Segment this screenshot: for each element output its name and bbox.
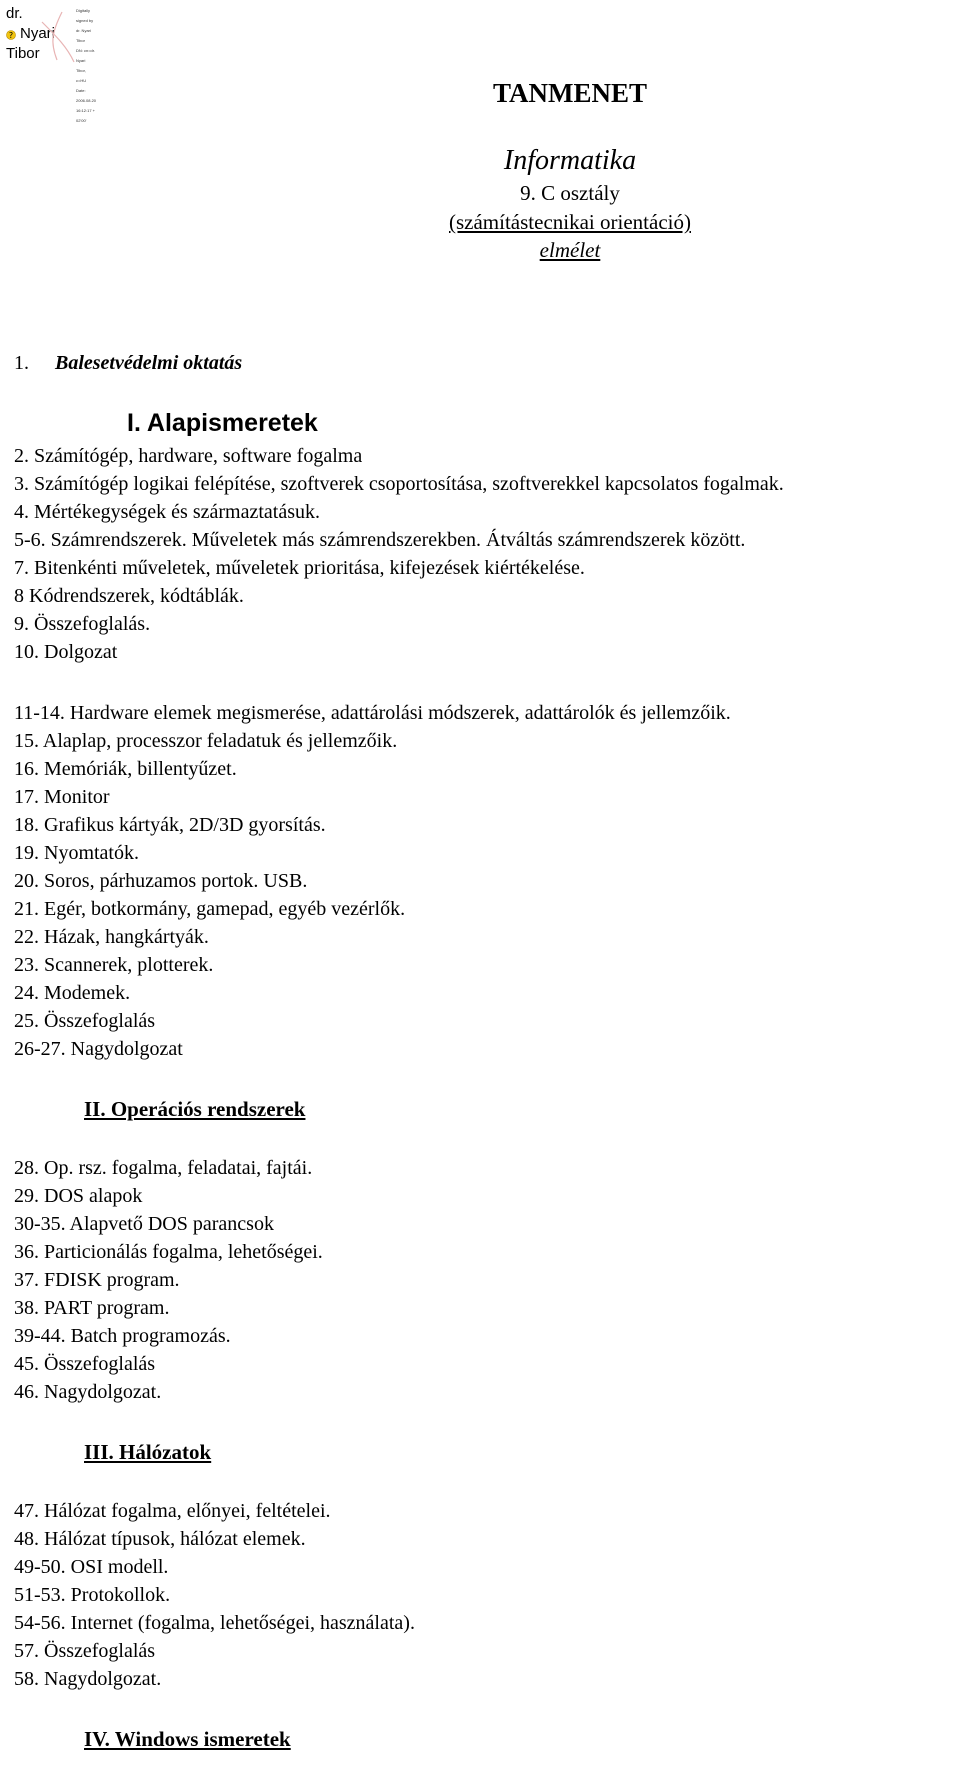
list-item: 26-27. Nagydolgozat: [14, 1038, 183, 1060]
list-item: 10. Dolgozat: [14, 641, 118, 663]
list-item: 57. Összefoglalás: [14, 1640, 156, 1662]
intro-item-text: Balesetvédelmi oktatás: [55, 352, 243, 374]
list-item: 2. Számítógép, hardware, software fogalma: [14, 445, 363, 467]
list-item: 47. Hálózat fogalma, előnyei, feltételei.: [14, 1500, 331, 1522]
list-item: 25. Összefoglalás: [14, 1010, 156, 1032]
mode-line: elmélet: [539, 238, 601, 262]
list-item: 21. Egér, botkormány, gamepad, egyéb vezérlők.: [14, 898, 406, 920]
intro-item: [14, 351, 242, 375]
section-heading: II. Operációs rendszerek: [84, 1097, 306, 1121]
digital-signature: [2, 2, 102, 123]
signature-meta: Digitally signed by dr. Nyari Tibor DN: cn=dr. Nyari Tibor, c=HU Date: 2006.08.20 16:12:17 + 02'00': [76, 8, 97, 123]
list-item: 46. Nagydolgozat.: [14, 1381, 162, 1403]
svg-text:?: ?: [8, 31, 14, 40]
list-item: 49-50. OSI modell.: [14, 1556, 169, 1578]
list-item: 3. Számítógép logikai felépítése, szoftverek csoportosítása, szoftverekkel kapcsolatos fogalmak.: [14, 473, 784, 495]
section-heading: IV. Windows ismeretek: [84, 1727, 291, 1751]
list-item: 11-14. Hardware elemek megismerése, adattárolási módszerek, adattárolók és jellemzőik.: [14, 702, 731, 724]
list-item: 54-56. Internet (fogalma, lehetőségei, használata).: [14, 1612, 415, 1634]
list-item: 58. Nagydolgozat.: [14, 1668, 162, 1690]
list-item: 22. Házak, hangkártyák.: [14, 926, 209, 948]
section-heading: III. Hálózatok: [84, 1440, 212, 1464]
section-heading: I. Alapismeretek: [127, 409, 318, 437]
signature-name-line: Tibor: [6, 45, 40, 62]
list-item: 19. Nyomtatók.: [14, 842, 139, 864]
list-item: 45. Összefoglalás: [14, 1353, 156, 1375]
list-item: 9. Összefoglalás.: [14, 613, 151, 635]
list-item: 4. Mértékegységek és származtatásuk.: [14, 501, 320, 523]
page-title: TANMENET: [492, 78, 647, 108]
list-item: 29. DOS alapok: [14, 1185, 143, 1207]
list-item: 16. Memóriák, billentyűzet.: [14, 758, 237, 780]
list-item: 18. Grafikus kártyák, 2D/3D gyorsítás.: [14, 814, 326, 836]
intro-item-number: 1.: [14, 352, 29, 374]
list-item: 36. Particionálás fogalma, lehetőségei.: [14, 1241, 323, 1263]
list-item: 28. Op. rsz. fogalma, feladatai, fajtái.: [14, 1157, 313, 1179]
list-item: 20. Soros, párhuzamos portok. USB.: [14, 870, 308, 892]
signature-name-line: Nyari: [20, 25, 56, 42]
list-item: 51-53. Protokollok.: [14, 1584, 171, 1606]
list-item: 15. Alaplap, processzor feladatuk és jellemzőik.: [14, 730, 398, 752]
list-item: 48. Hálózat típusok, hálózat elemek.: [14, 1528, 306, 1550]
list-item: 7. Bitenkénti műveletek, műveletek prioritása, kifejezések kiértékelése.: [14, 557, 585, 579]
signature-name-line: dr.: [6, 5, 23, 22]
list-item: 8 Kódrendszerek, kódtáblák.: [14, 585, 244, 607]
orientation-line: (számítástecnikai orientáció): [449, 210, 691, 234]
class-line: 9. C osztály: [520, 181, 620, 205]
list-item: 38. PART program.: [14, 1297, 170, 1319]
subject-title: Informatika: [503, 145, 637, 176]
list-item: 24. Modemek.: [14, 982, 131, 1004]
list-item: 37. FDISK program.: [14, 1269, 180, 1291]
list-item: 5-6. Számrendszerek. Műveletek más számrendszerekben. Átváltás számrendszerek között.: [14, 529, 746, 551]
list-item: 17. Monitor: [14, 786, 110, 808]
list-item: 39-44. Batch programozás.: [14, 1325, 231, 1347]
list-item: 23. Scannerek, plotterek.: [14, 954, 214, 976]
list-item: 30-35. Alapvető DOS parancsok: [14, 1213, 274, 1235]
